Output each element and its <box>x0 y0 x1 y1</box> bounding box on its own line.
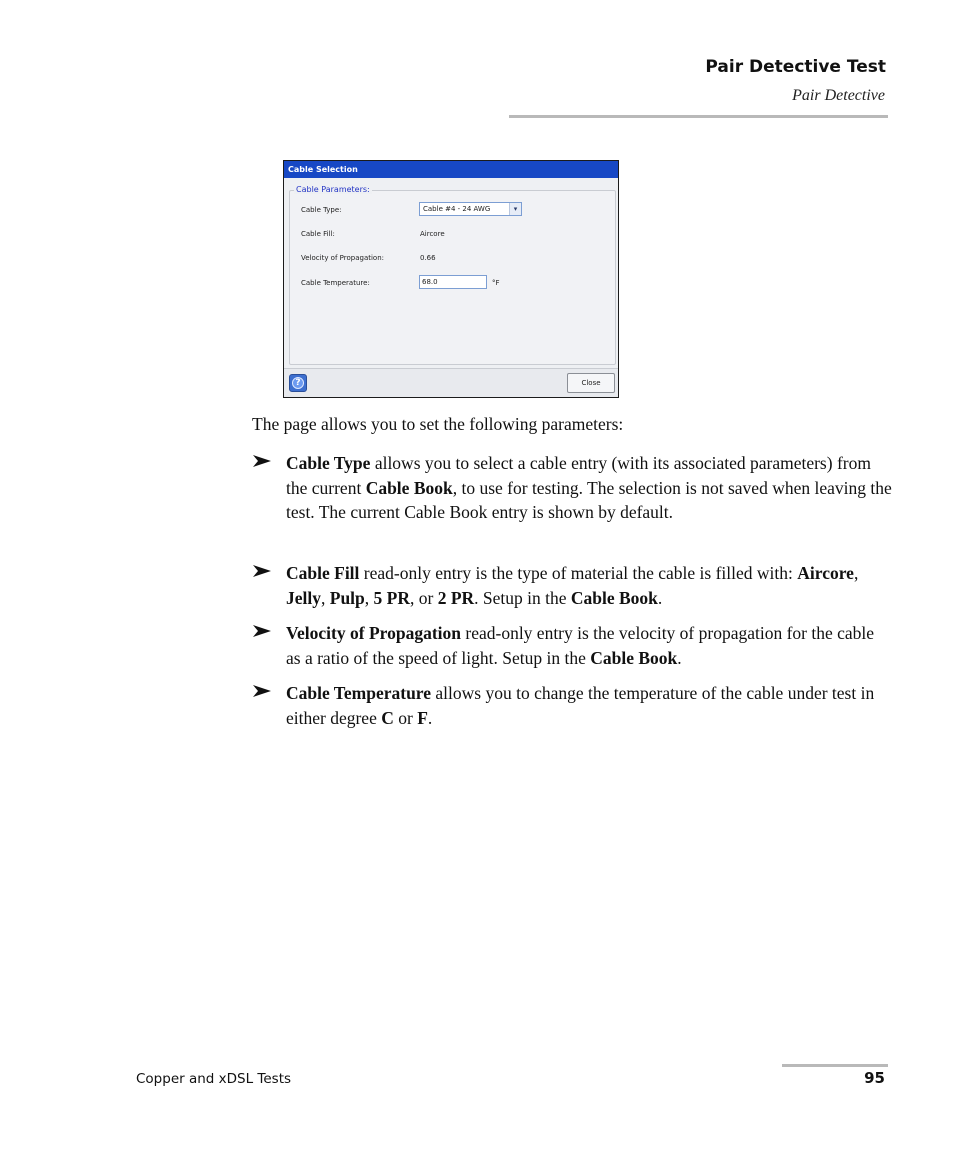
bullet-text: allows you to change the temperature of the cable under test in either degree <box>286 683 875 728</box>
arrow-bullet-icon <box>252 683 272 699</box>
footer-chapter: Copper and xDSL Tests <box>136 1071 292 1087</box>
cable-book-term: Cable Book <box>590 647 678 668</box>
cable-fill-term: Cable Fill <box>286 563 360 583</box>
bullet-text: , or <box>409 587 438 608</box>
bullet-velocity <box>252 621 892 670</box>
cable-fill-value: Aircore <box>420 230 445 238</box>
cable-type-label: Cable Type: <box>301 206 342 214</box>
bullet-text: or <box>393 707 418 728</box>
fahrenheit-term: F <box>417 707 428 728</box>
header-subtitle: Pair Detective <box>792 87 885 104</box>
cable-book-term: Cable Book <box>365 477 453 498</box>
cable-fill-label: Cable Fill: <box>301 230 335 238</box>
bullet-text: . <box>677 647 682 668</box>
page-number: 95 <box>864 1069 885 1087</box>
bullet-cable-type <box>252 451 892 525</box>
temperature-term: Cable Temperature <box>286 683 432 703</box>
5pr-term: 5 PR <box>373 587 410 608</box>
arrow-bullet-icon <box>252 623 272 639</box>
aircore-term: Aircore <box>797 563 854 583</box>
bullet-text: . Setup in the <box>474 587 571 608</box>
group-label: Cable Parameters: <box>296 185 370 194</box>
2pr-term: 2 PR <box>437 587 475 608</box>
question-icon: ? <box>292 377 304 389</box>
header-title: Pair Detective Test <box>705 57 886 77</box>
temperature-input[interactable]: 68.0 <box>419 275 487 289</box>
velocity-value: 0.66 <box>420 254 436 262</box>
bullet-text: , to use for testing. The selection is not saved when leaving the test. The current Cable Book entry is shown by default. <box>286 477 892 522</box>
temperature-label: Cable Temperature: <box>301 279 370 287</box>
dialog-footer <box>284 368 618 397</box>
bullet-text: , <box>364 587 374 608</box>
dialog-title: Cable Selection <box>284 161 618 178</box>
bullet-cable-fill <box>252 561 892 610</box>
footer-rule <box>782 1064 888 1067</box>
header-rule <box>509 115 888 118</box>
chevron-down-icon[interactable]: ▾ <box>509 203 521 215</box>
cable-parameters-group <box>289 185 616 365</box>
cable-type-value: Cable #4 - 24 AWG <box>423 205 491 213</box>
bullet-text: . <box>427 707 433 728</box>
cable-type-term: Cable Type <box>286 453 371 473</box>
bullet-text: allows you to select a cable entry (with its associated parameters) from the current <box>286 453 871 498</box>
bullet-text: read-only entry is the type of material the cable is filled with: <box>359 563 798 583</box>
temperature-unit: °F <box>492 279 500 287</box>
bullet-text: , <box>853 563 859 583</box>
cable-selection-dialog <box>283 160 619 398</box>
close-button[interactable]: Close <box>567 373 615 393</box>
intro-text: The page allows you to set the following parameters: <box>252 414 624 434</box>
cable-type-select[interactable] <box>419 202 522 216</box>
help-button[interactable] <box>289 374 307 392</box>
cable-book-term: Cable Book <box>570 587 658 608</box>
celsius-term: C <box>381 707 394 728</box>
jelly-term: Jelly <box>286 587 321 608</box>
bullet-text: . <box>657 587 663 608</box>
pulp-term: Pulp <box>329 587 365 608</box>
arrow-bullet-icon <box>252 453 272 469</box>
bullet-text: read-only entry is the velocity of propagation for the cable as a ratio of the speed of light. Setup in the <box>286 623 875 668</box>
velocity-label: Velocity of Propagation: <box>301 254 384 262</box>
velocity-term: Velocity of Propagation <box>286 623 461 643</box>
bullet-temperature <box>252 681 892 730</box>
arrow-bullet-icon <box>252 563 272 579</box>
bullet-text: , <box>321 587 330 608</box>
